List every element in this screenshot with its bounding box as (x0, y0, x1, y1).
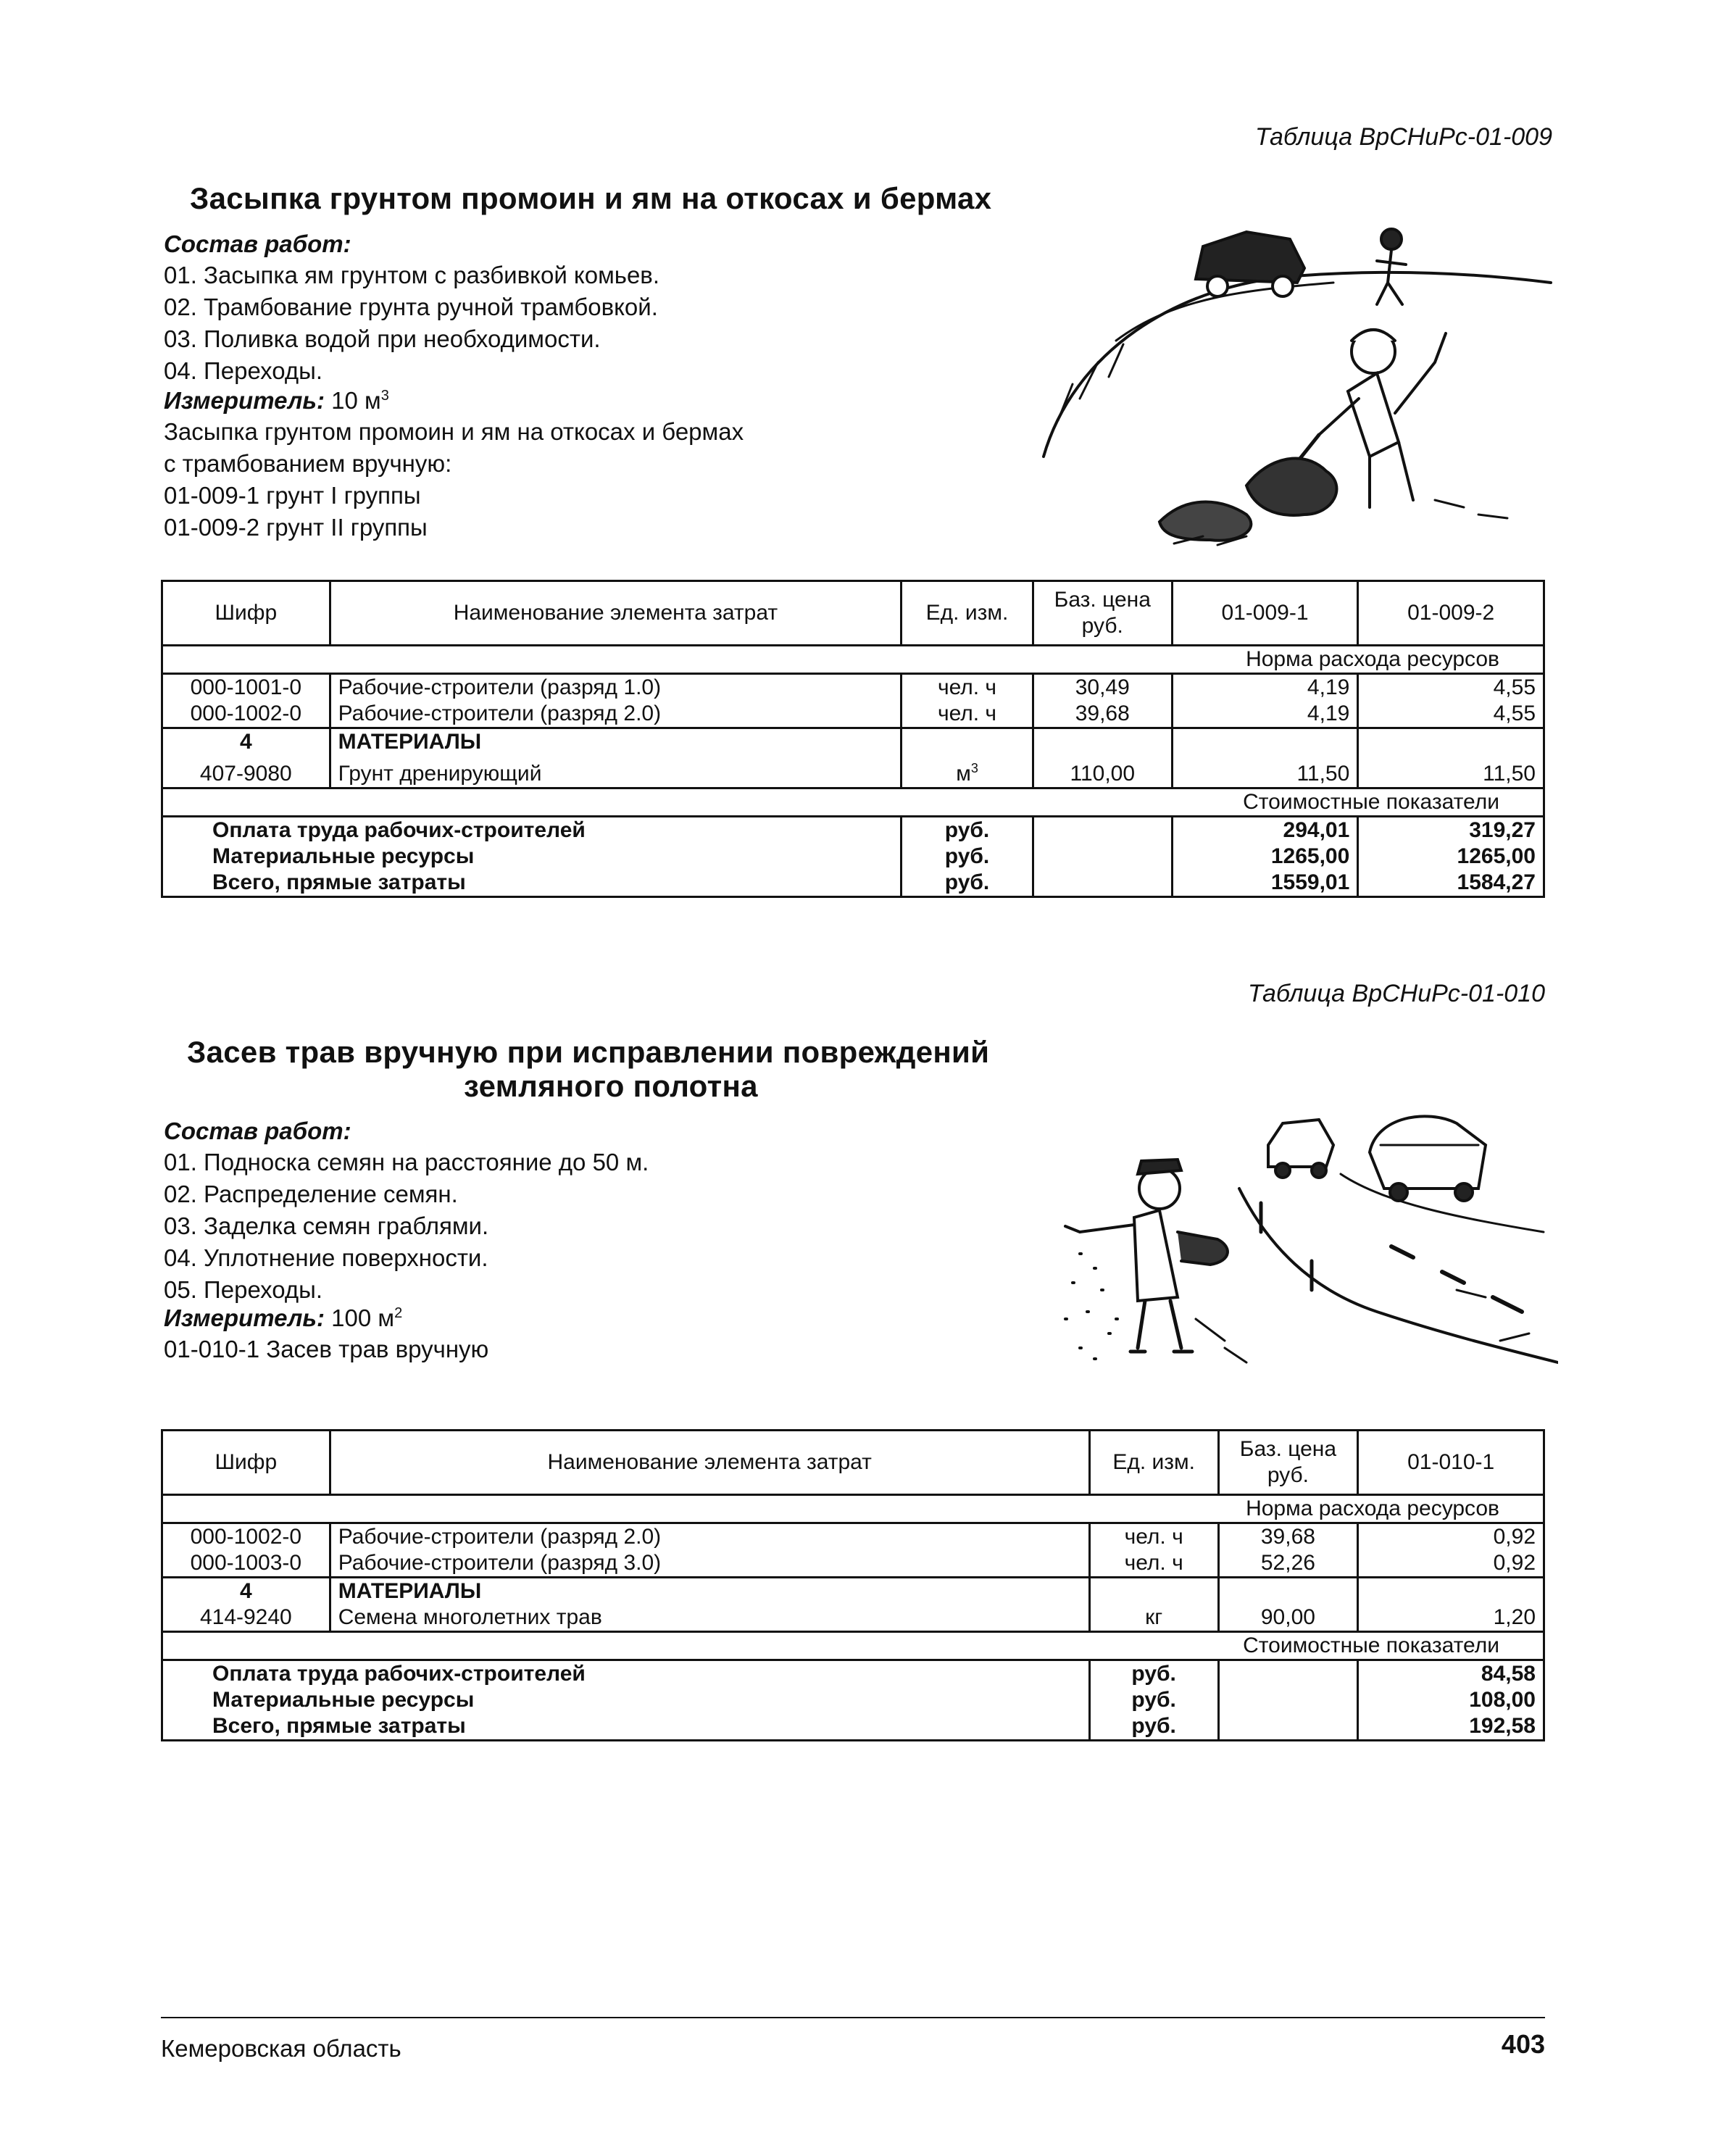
total-row (162, 1660, 1544, 1688)
cell-total-name: Всего, прямые затраты (162, 870, 902, 897)
measure-unit-power: 2 (394, 1305, 403, 1321)
band-norm: Норма расхода ресурсов (162, 646, 1544, 674)
cell-group-code: 4 (162, 728, 330, 756)
description-line: с трамбованием вручную: (164, 450, 452, 477)
cell-name: Грунт дренирующий (330, 755, 901, 788)
table-header-row (162, 1431, 1544, 1495)
table-row (162, 755, 1544, 788)
cell-price: 30,49 (1033, 674, 1172, 702)
measure (164, 1304, 402, 1332)
work-step: 02. Распределение семян. (164, 1181, 458, 1207)
cell-unit: $м^3$ (902, 755, 1033, 788)
header-name: Наименование элемента затрат (330, 1431, 1089, 1495)
cell-value: 84,58 (1358, 1660, 1544, 1688)
table-label: Таблица ВрСНиРс-01-010 (1247, 980, 1545, 1007)
work-step: 01. Засыпка ям грунтом с разбивкой комьев. (164, 262, 660, 288)
band-norm: Норма расхода ресурсов (162, 1495, 1544, 1523)
composition-heading: Состав работ: (164, 1117, 351, 1144)
cell-unit: чел. ч (902, 674, 1033, 702)
total-row (162, 844, 1544, 870)
cell-code: 000-1002-0 (162, 1523, 330, 1551)
description (164, 1333, 488, 1365)
cell-code: 000-1003-0 (162, 1550, 330, 1578)
cell-value: 4,55 (1358, 674, 1544, 702)
description-line: 01-010-1 Засев трав вручную (164, 1336, 489, 1362)
table-row (162, 1550, 1544, 1578)
band-row (162, 646, 1544, 674)
cell-unit: руб. (902, 817, 1033, 844)
measure-label: Измеритель: (164, 387, 325, 414)
cell-value: 4,19 (1172, 674, 1358, 702)
cell-unit: чел. ч (902, 701, 1033, 728)
cell-price: 39,68 (1033, 701, 1172, 728)
measure-unit-power: 3 (380, 388, 389, 404)
description-line: 01-009-1 грунт I группы (164, 482, 421, 509)
cell-value: 11,50 (1172, 755, 1358, 788)
band-cost: Стоимостные показатели (162, 788, 1544, 817)
workers-slope-illustration (1029, 196, 1565, 551)
sower-body (1134, 1210, 1178, 1301)
cell-total-name: Материальные ресурсы (162, 1687, 1090, 1713)
work-steps (164, 1146, 649, 1306)
band-row (162, 788, 1544, 817)
cell-total-name: Материальные ресурсы (162, 844, 902, 870)
cell-value: 0,92 (1358, 1550, 1544, 1578)
header-price: Баз. цена руб. (1218, 1431, 1358, 1495)
cell-price: 39,68 (1218, 1523, 1358, 1551)
cell-unit: кг (1089, 1604, 1218, 1632)
measure-value: 100 м (331, 1304, 395, 1331)
cell-code: 000-1001-0 (162, 674, 330, 702)
header-price: Баз. цена руб. (1033, 581, 1172, 646)
total-row (162, 870, 1544, 897)
cell-code: 414-9240 (162, 1604, 330, 1632)
cell-value: 1,20 (1358, 1604, 1544, 1632)
cell-unit: руб. (902, 844, 1033, 870)
description-line: 01-009-2 грунт II группы (164, 514, 428, 541)
cell-value: 108,00 (1358, 1687, 1544, 1713)
work-step: 02. Трамбование грунта ручной трамбовкой. (164, 294, 658, 320)
bus (1370, 1116, 1486, 1189)
header-col-2: 01-009-2 (1358, 581, 1544, 646)
work-step: 01. Подноска семян на расстояние до 50 м. (164, 1149, 649, 1175)
header-code: Шифр (162, 581, 330, 646)
table-header-row (162, 581, 1544, 646)
cell-price: 90,00 (1218, 1604, 1358, 1632)
cell-value: 1265,00 (1172, 844, 1358, 870)
cell-unit: чел. ч (1089, 1523, 1218, 1551)
measure (164, 387, 389, 415)
cell-name: Рабочие-строители (разряд 1.0) (330, 674, 901, 702)
work-step: 04. Уплотнение поверхности. (164, 1244, 488, 1271)
header-unit: Ед. изм. (1089, 1431, 1218, 1495)
section-title-line2: земляного полотна (464, 1069, 758, 1103)
cell-code: 407-9080 (162, 755, 330, 788)
cell-code: 000-1002-0 (162, 701, 330, 728)
road-edge (1239, 1189, 1558, 1362)
truck (1196, 232, 1304, 283)
measure-value: 10 м (331, 387, 381, 414)
cell-name: Рабочие-строители (разряд 3.0) (330, 1550, 1089, 1578)
footer-region: Кемеровская область (161, 2035, 401, 2062)
cell-group-code: 4 (162, 1578, 330, 1605)
band-row (162, 1495, 1544, 1523)
cell-value: 0,92 (1358, 1523, 1544, 1551)
cost-table-1 (161, 580, 1545, 898)
page-number: 403 (1501, 2029, 1545, 2059)
table-row (162, 728, 1544, 756)
work-step: 05. Переходы. (164, 1276, 322, 1303)
worker-body (1348, 373, 1399, 457)
work-step: 03. Поливка водой при необходимости. (164, 325, 601, 352)
total-row (162, 817, 1544, 844)
header-col-1: 01-009-1 (1172, 581, 1358, 646)
sowing-illustration (1051, 1102, 1558, 1377)
total-row (162, 1687, 1544, 1713)
soil-pile (1246, 459, 1336, 515)
band-row (162, 1632, 1544, 1660)
table-row (162, 1578, 1544, 1605)
work-step: 04. Переходы. (164, 357, 322, 384)
cell-unit: чел. ч (1089, 1550, 1218, 1578)
header-col-1: 01-010-1 (1358, 1431, 1544, 1495)
cell-value: 4,19 (1172, 701, 1358, 728)
cell-value: 1584,27 (1358, 870, 1544, 897)
truck (1268, 1120, 1333, 1167)
composition-heading: Состав работ: (164, 230, 351, 257)
slope-line (1044, 272, 1551, 457)
cell-unit: руб. (1089, 1687, 1218, 1713)
cell-name: Рабочие-строители (разряд 2.0) (330, 701, 901, 728)
section-title: Засыпка грунтом промоин и ям на откосах и бермах (190, 181, 992, 215)
measure-label: Измеритель: (164, 1304, 325, 1331)
work-steps (164, 259, 659, 387)
cell-price: 110,00 (1033, 755, 1172, 788)
description (164, 416, 744, 544)
description-line: Засыпка грунтом промоин и ям на откосах и бермах (164, 418, 744, 445)
cost-table-2 (161, 1429, 1545, 1741)
header-code: Шифр (162, 1431, 330, 1495)
cell-name: Рабочие-строители (разряд 2.0) (330, 1523, 1089, 1551)
cell-group-name: МАТЕРИАЛЫ (330, 728, 901, 756)
cell-value: 319,27 (1358, 817, 1544, 844)
total-row (162, 1713, 1544, 1741)
cell-value: 4,55 (1358, 701, 1544, 728)
header-name: Наименование элемента затрат (330, 581, 901, 646)
table-row (162, 674, 1544, 702)
cell-total-name: Всего, прямые затраты (162, 1713, 1090, 1741)
table-row (162, 701, 1544, 728)
cell-unit: руб. (902, 870, 1033, 897)
cell-value: 294,01 (1172, 817, 1358, 844)
cell-value: 1559,01 (1172, 870, 1358, 897)
cell-group-name: МАТЕРИАЛЫ (330, 1578, 1089, 1605)
band-cost: Стоимостные показатели (162, 1632, 1544, 1660)
cell-value: 192,58 (1358, 1713, 1544, 1741)
cell-total-name: Оплата труда рабочих-строителей (162, 817, 902, 844)
footer-divider (161, 2017, 1545, 2018)
cell-value: 1265,00 (1358, 844, 1544, 870)
table-label: Таблица ВрСНиРс-01-009 (1254, 123, 1552, 151)
cell-price: 52,26 (1218, 1550, 1358, 1578)
cell-name: Семена многолетних трав (330, 1604, 1089, 1632)
cell-value: 11,50 (1358, 755, 1544, 788)
cell-unit: руб. (1089, 1713, 1218, 1741)
table-row (162, 1523, 1544, 1551)
cell-unit: руб. (1089, 1660, 1218, 1688)
header-unit: Ед. изм. (902, 581, 1033, 646)
cell-total-name: Оплата труда рабочих-строителей (162, 1660, 1090, 1688)
section-title: Засев трав вручную при исправлении повреждений (187, 1035, 990, 1069)
table-row (162, 1604, 1544, 1632)
work-step: 03. Заделка семян граблями. (164, 1212, 489, 1239)
